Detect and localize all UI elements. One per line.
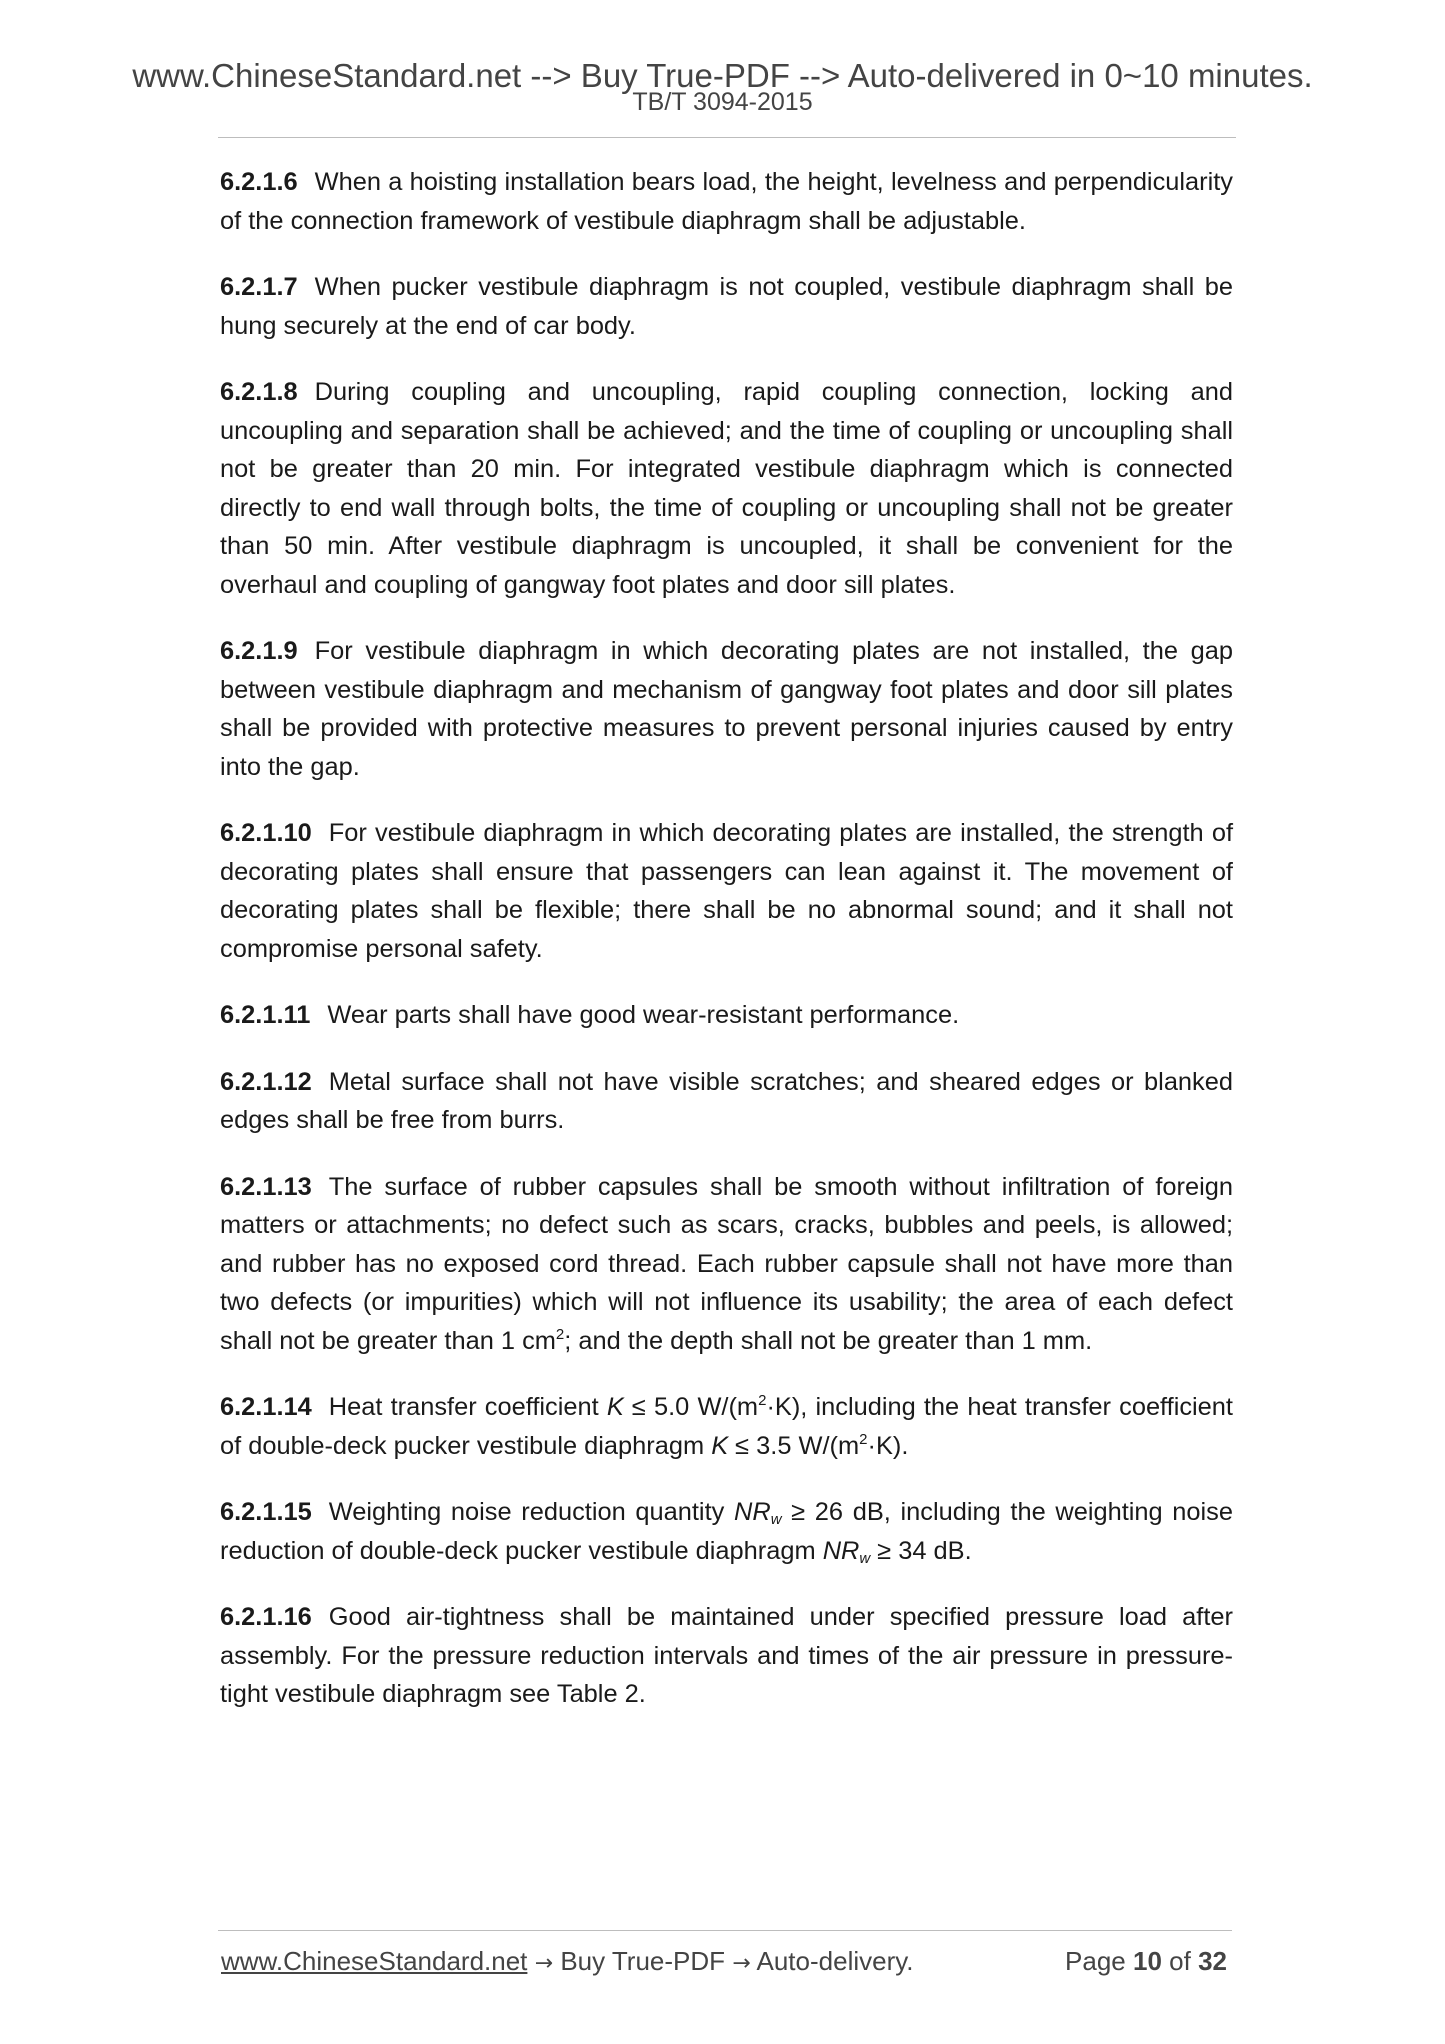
document-code: TB/T 3094-2015 xyxy=(632,88,813,116)
clause-6-2-1-15 xyxy=(220,1493,1233,1570)
clause-text: ; and the depth shall not be greater than 1 mm. xyxy=(564,1326,1093,1355)
footer-links xyxy=(221,1946,914,1979)
clause-6-2-1-7 xyxy=(220,268,1233,345)
superscript: 2 xyxy=(859,1430,868,1448)
subscript: w xyxy=(770,1511,782,1528)
clause-text: ≤ 5.0 W/(m xyxy=(623,1393,759,1421)
footer-divider xyxy=(218,1930,1232,1931)
clause-text: Metal surface shall not have visible scratches; and sheared edges or blanked edges shall be free from burrs. xyxy=(220,1067,1233,1134)
clause-text: When pucker vestibule diaphragm is not coupled, vestibule diaphragm shall be hung securely at the end of car body. xyxy=(220,273,1233,340)
clause-text: ≥ 34 dB. xyxy=(870,1536,972,1565)
clause-6-2-1-9 xyxy=(220,632,1233,786)
clause-6-2-1-10 xyxy=(220,814,1233,968)
clause-text: Good air-tightness shall be maintained under specified pressure load after assembly. For the pressure reduction intervals and times of the air pressure in pressure-tight vestibule diaphragm see Table 2. xyxy=(220,1603,1233,1708)
footer-buy-text: Buy True-PDF xyxy=(560,1946,726,1976)
page-label: Page xyxy=(1065,1946,1126,1976)
clause-number: 6.2.1.6 xyxy=(220,168,298,196)
clause-6-2-1-6 xyxy=(220,163,1233,240)
arrow-right-icon: → xyxy=(534,1951,554,1976)
clause-text: For vestibule diaphragm in which decorating plates are installed, the strength of decorating plates shall ensure that passengers can lean against it. The movement of decorating plates shall be flexible; there shall be no abnormal sound; and it shall not compromise personal safety. xyxy=(220,819,1233,963)
document-body xyxy=(220,163,1233,1742)
clause-number: 6.2.1.8 xyxy=(220,378,298,406)
clause-text: The surface of rubber capsules shall be smooth without infiltration of foreign matters or attachments; no defect such as scars, cracks, bubbles and peels, is allowed; and rubber has no exposed cord thread. Each rubber capsule shall not have more than two defects (or impurities) which will not influence its usability; the area of each defect shall not be greater than 1 cm xyxy=(220,1172,1233,1355)
clause-text: For vestibule diaphragm in which decorating plates are not installed, the gap between vestibule diaphragm and mechanism of gangway foot plates and door sill plates shall be provided with protective measures to prevent personal injuries caused by entry into the gap. xyxy=(220,637,1233,781)
clause-text: ·K), including the heat transfer coefficient of double-deck pucker vestibule diaphragm xyxy=(220,1393,1233,1460)
top-banner: www.ChineseStandard.net --> Buy True-PDF --> Auto-delivered in 0~10 minutes. xyxy=(132,57,1313,94)
page-current: 10 xyxy=(1133,1946,1162,1976)
of-label: of xyxy=(1169,1946,1191,1976)
clause-number: 6.2.1.7 xyxy=(220,273,298,301)
clause-text: ≤ 3.5 W/(m xyxy=(728,1431,860,1460)
symbol-nr: NR xyxy=(734,1498,771,1526)
subscript: w xyxy=(859,1549,871,1567)
clause-number: 6.2.1.15 xyxy=(220,1498,312,1526)
clause-6-2-1-13 xyxy=(220,1168,1233,1361)
clause-number: 6.2.1.14 xyxy=(220,1393,312,1421)
clause-text: During coupling and uncoupling, rapid coupling connection, locking and uncoupling and separation shall be achieved; and the time of coupling or uncoupling shall not be greater than 20 min. For integrated vestibule diaphragm which is connected directly to end wall through bolts, the time of coupling or uncoupling shall not be greater than 50 min. After vestibule diaphragm is uncoupled, it shall be convenient for the overhaul and coupling of gangway foot plates and door sill plates. xyxy=(220,378,1233,599)
superscript: 2 xyxy=(758,1392,767,1409)
page-indicator xyxy=(1065,1946,1227,1976)
symbol-k: K xyxy=(606,1393,624,1421)
clause-text: ·K). xyxy=(867,1431,909,1460)
clause-text: Heat transfer coefficient xyxy=(328,1393,607,1421)
superscript: 2 xyxy=(555,1325,565,1343)
symbol-nr: NR xyxy=(822,1536,860,1565)
clause-6-2-1-12 xyxy=(220,1063,1233,1140)
clause-6-2-1-16 xyxy=(220,1598,1233,1714)
page-total: 32 xyxy=(1198,1946,1227,1976)
header-divider xyxy=(218,137,1236,138)
footer-site-link[interactable]: www.ChineseStandard.net xyxy=(221,1946,528,1976)
clause-6-2-1-14 xyxy=(220,1388,1233,1465)
clause-6-2-1-11 xyxy=(220,996,1233,1035)
clause-number: 6.2.1.11 xyxy=(220,1001,311,1029)
footer-delivery-text: Auto-delivery. xyxy=(756,1946,914,1976)
clause-number: 6.2.1.12 xyxy=(220,1067,312,1096)
clause-number: 6.2.1.9 xyxy=(220,637,298,665)
clause-text: Weighting noise reduction quantity xyxy=(328,1498,734,1526)
clause-6-2-1-8 xyxy=(220,373,1233,604)
symbol-k: K xyxy=(711,1431,729,1460)
clause-text: ≥ 26 dB, including the weighting noise reduction of double-deck pucker vestibule diaphragm xyxy=(220,1498,1234,1565)
arrow-right-icon: → xyxy=(732,1951,751,1976)
clause-number: 6.2.1.16 xyxy=(220,1603,312,1631)
clause-number: 6.2.1.13 xyxy=(220,1172,312,1201)
clause-text: When a hoisting installation bears load, the height, levelness and perpendicularity of the connection framework of vestibule diaphragm shall be adjustable. xyxy=(220,168,1233,235)
clause-number: 6.2.1.10 xyxy=(220,819,312,847)
clause-text: Wear parts shall have good wear-resistant performance. xyxy=(327,1001,960,1029)
